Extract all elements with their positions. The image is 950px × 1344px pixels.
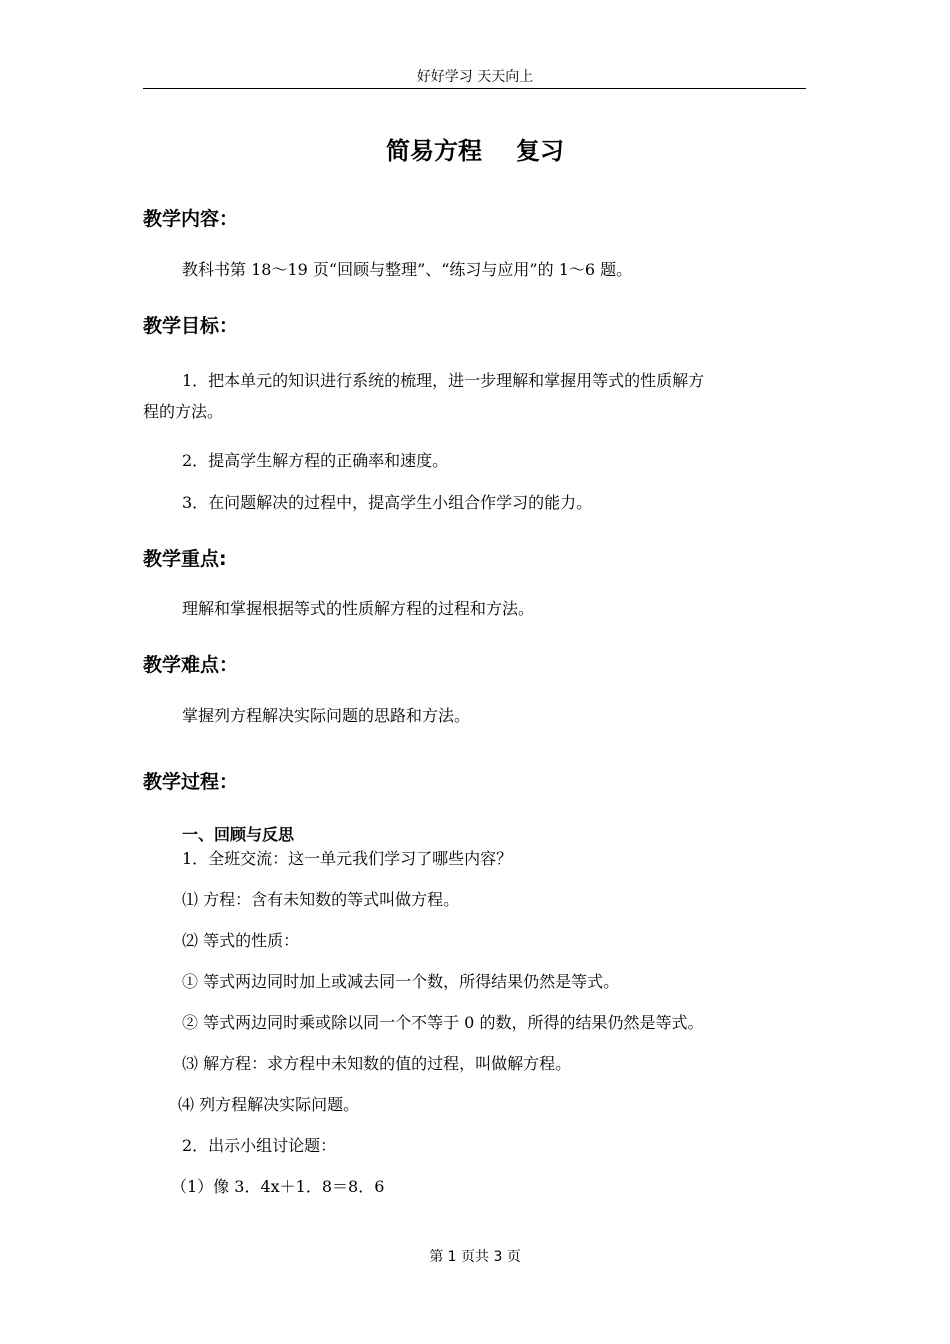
page-header: 好好学习 天天向上 (416, 69, 534, 85)
goal-item-1-line1: 1．把本单元的知识进行系统的梳理，进一步理解和掌握用等式的性质解方 (182, 371, 705, 390)
page-footer: 第 1 页共 3 页 (429, 1249, 521, 1265)
process-line: ① 等式两边同时加上或减去同一个数，所得结果仍然是等式。 (182, 972, 620, 991)
header-rule (143, 88, 806, 89)
key-points-text: 理解和掌握根据等式的性质解方程的过程和方法。 (182, 599, 535, 618)
heading-difficulties: 教学难点： (143, 654, 239, 676)
process-line: （1）像 3．4x＋1．8＝8．6 (171, 1177, 385, 1196)
heading-goals: 教学目标： (143, 315, 239, 337)
title-part1: 简易方程 (386, 137, 482, 165)
goal-item-3: 3．在问题解决的过程中，提高学生小组合作学习的能力。 (182, 493, 593, 512)
process-subheading: 一、回顾与反思 (182, 825, 295, 844)
goal-item-2: 2．提高学生解方程的正确率和速度。 (182, 451, 449, 470)
title-part2: 复习 (516, 137, 564, 165)
process-line: 1．全班交流：这一单元我们学习了哪些内容？ (182, 849, 513, 868)
heading-content: 教学内容： (143, 208, 239, 230)
process-line: ⑵ 等式的性质： (182, 931, 300, 950)
goal-item-1-line2: 程的方法。 (143, 402, 224, 421)
process-line: 2．出示小组讨论题： (182, 1136, 337, 1155)
document-title (0, 136, 950, 166)
process-line: ② 等式两边同时乘或除以同一个不等于 0 的数，所得的结果仍然是等式。 (182, 1013, 704, 1032)
process-line: ⑷ 列方程解决实际问题。 (178, 1095, 360, 1114)
heading-process: 教学过程： (143, 771, 239, 793)
heading-key-points: 教学重点: (143, 548, 227, 570)
difficulties-text: 掌握列方程解决实际问题的思路和方法。 (182, 706, 471, 725)
process-line: ⑶ 解方程：求方程中未知数的值的过程，叫做解方程。 (182, 1054, 572, 1073)
process-line: ⑴ 方程：含有未知数的等式叫做方程。 (182, 890, 460, 909)
content-text: 教科书第 18～19 页“回顾与整理”、“练习与应用”的 1～6 题。 (182, 260, 633, 279)
